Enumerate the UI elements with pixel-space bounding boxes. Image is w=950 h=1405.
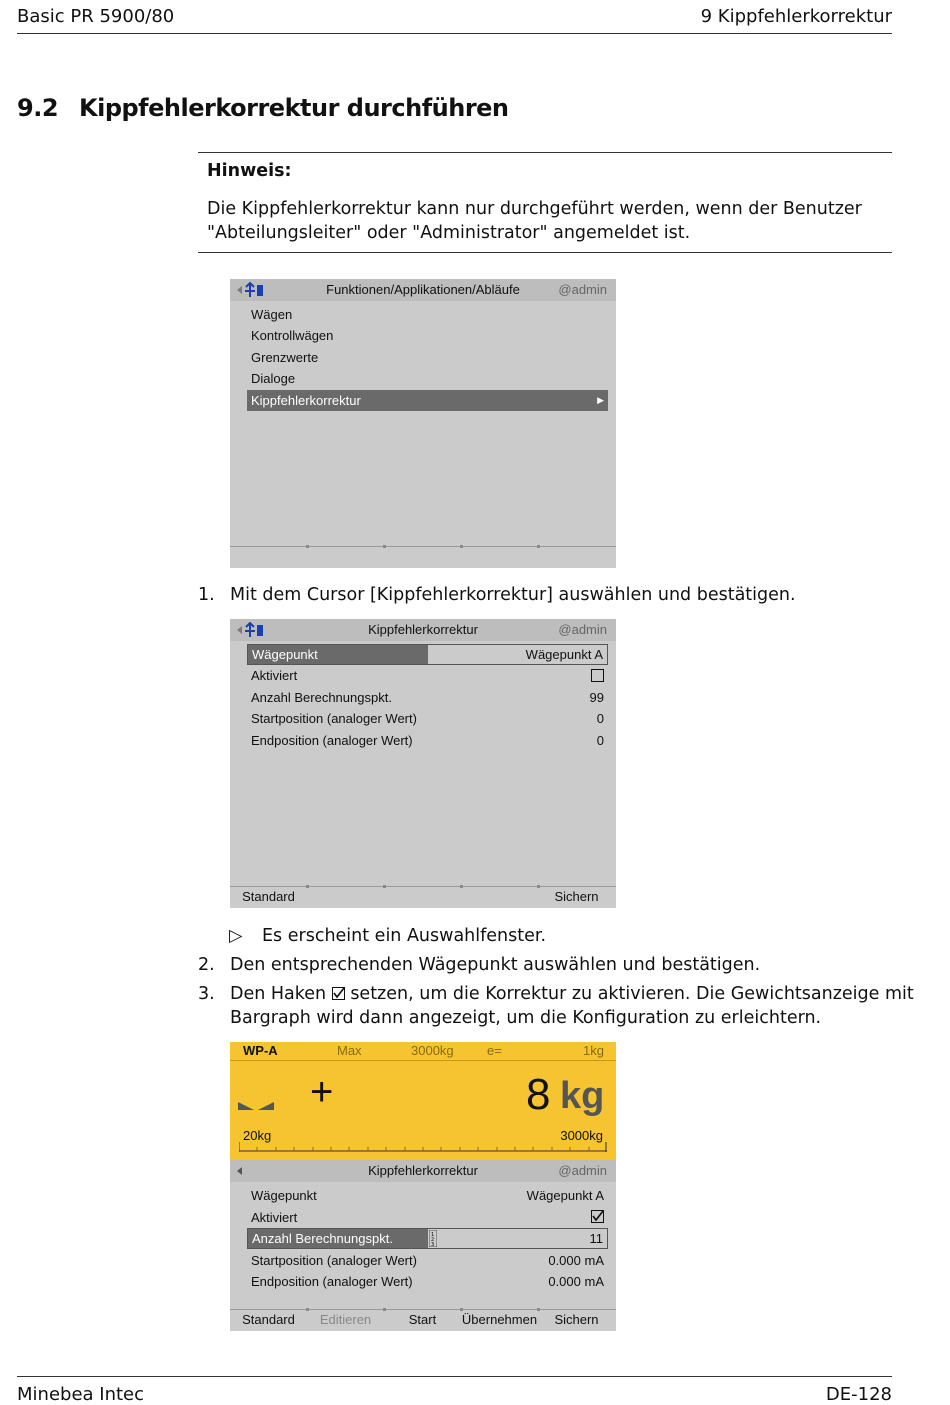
softkey-bar bbox=[230, 886, 616, 908]
step-2-text: Den entsprechenden Wägepunkt auswählen und bestätigen. bbox=[230, 955, 761, 975]
e-value: 1kg bbox=[583, 1043, 604, 1058]
anzahl-input-value: 11 bbox=[589, 1231, 603, 1246]
section-title: Kippfehlerkorrektur durchführen bbox=[79, 94, 509, 122]
step-3-number: 3. bbox=[198, 984, 215, 1004]
sign-indicator: + bbox=[310, 1070, 334, 1114]
note-heading: Hinweis: bbox=[207, 161, 292, 181]
setting-row-startposition[interactable]: Startposition (analoger Wert) 0 bbox=[251, 711, 604, 726]
screen-kippfehler-settings bbox=[230, 619, 616, 908]
setting-row-waegepunkt[interactable]: Wägepunkt Wägepunkt A bbox=[251, 1188, 604, 1203]
note-line-2: "Abteilungsleiter" oder "Administrator" angemeldet ist. bbox=[207, 223, 691, 243]
softkey-bar bbox=[230, 1309, 616, 1331]
setting-row-anzahl[interactable]: Anzahl Berechnungspkt. 1 2 3 11 bbox=[247, 1228, 608, 1249]
step-2-number: 2. bbox=[198, 955, 215, 975]
bargraph-min: 20kg bbox=[243, 1128, 272, 1143]
setting-row-endposition[interactable]: Endposition (analoger Wert) 0.000 mA bbox=[251, 1274, 604, 1289]
header-rule bbox=[17, 33, 892, 34]
section-number: 9.2 bbox=[17, 94, 59, 122]
screen-title: Funktionen/Applikationen/Abläufe bbox=[326, 282, 520, 297]
standstill-icon bbox=[238, 1100, 274, 1112]
weight-value: 8 bbox=[526, 1070, 551, 1119]
note-line-1: Die Kippfehlerkorrektur kann nur durchgeführt werden, wenn der Benutzer bbox=[207, 199, 862, 219]
page-number: DE-128 bbox=[825, 1384, 892, 1405]
softkey-2[interactable] bbox=[307, 886, 384, 908]
bargraph-scale bbox=[239, 1142, 607, 1153]
header-title: Basic PR 5900/80 bbox=[17, 6, 175, 27]
screen-title: Kippfehlerkorrektur bbox=[368, 622, 478, 637]
user-label: @admin bbox=[558, 1163, 607, 1178]
svg-text:2: 2 bbox=[431, 1237, 435, 1243]
weight-unit: kg bbox=[560, 1075, 605, 1117]
softkey-4[interactable] bbox=[461, 886, 538, 908]
setting-row-waegepunkt[interactable]: Wägepunkt Wägepunkt A bbox=[247, 644, 608, 665]
softkey-uebernehmen[interactable]: Übernehmen bbox=[461, 1312, 538, 1327]
numeric-input-icon bbox=[429, 1230, 437, 1247]
screen-weight-display bbox=[230, 1042, 616, 1331]
header-chapter: 9 Kippfehlerkorrektur bbox=[700, 6, 892, 27]
menu-item-kontrollwaegen[interactable]: Kontrollwägen bbox=[251, 328, 334, 343]
softkey-3[interactable] bbox=[384, 886, 461, 908]
setting-row-endposition[interactable]: Endposition (analoger Wert) 0 bbox=[251, 733, 604, 748]
note-top-rule bbox=[198, 152, 892, 153]
user-label: @admin bbox=[558, 282, 607, 297]
checkmark-box-icon bbox=[332, 987, 345, 1000]
setting-row-anzahl[interactable]: Anzahl Berechnungspkt. 99 bbox=[251, 690, 604, 705]
max-value: 3000kg bbox=[411, 1043, 454, 1058]
screen-title-bar bbox=[230, 279, 616, 301]
setting-row-startposition[interactable]: Startposition (analoger Wert) 0.000 mA bbox=[251, 1253, 604, 1268]
menu-item-dialoge[interactable]: Dialoge bbox=[251, 371, 296, 386]
user-label: @admin bbox=[558, 622, 607, 637]
step-1-text: Mit dem Cursor [Kippfehlerkorrektur] auswählen und bestätigen. bbox=[230, 585, 796, 605]
screen-functions-menu bbox=[230, 279, 616, 568]
result-text: Es erscheint ein Auswahlfenster. bbox=[262, 926, 547, 946]
softkey-bar bbox=[230, 546, 616, 568]
screen-title-bar bbox=[230, 1160, 616, 1182]
softkey-sichern[interactable]: Sichern bbox=[554, 1312, 599, 1327]
menu-item-kippfehlerkorrektur[interactable]: Kippfehlerkorrektur ▶ bbox=[247, 390, 608, 411]
softkey-standard[interactable]: Standard bbox=[242, 1312, 295, 1327]
setting-row-aktiviert[interactable]: Aktiviert bbox=[247, 665, 608, 686]
weighing-point-label: WP-A bbox=[243, 1043, 278, 1058]
step-3-line-2: Bargraph wird dann angezeigt, um die Konfiguration zu erleichtern. bbox=[230, 1008, 822, 1028]
weight-display-panel bbox=[230, 1042, 616, 1160]
note-bottom-rule bbox=[198, 252, 892, 253]
e-label: e= bbox=[487, 1043, 502, 1058]
softkey-standard[interactable]: Standard bbox=[242, 889, 295, 904]
menu-item-waegen[interactable]: Wägen bbox=[251, 307, 293, 322]
softkey-editieren[interactable]: Editieren bbox=[319, 1312, 372, 1327]
max-label: Max bbox=[337, 1043, 362, 1058]
screen-title-bar bbox=[230, 619, 616, 641]
screen-title: Kippfehlerkorrektur bbox=[368, 1163, 478, 1178]
softkey-sichern[interactable]: Sichern bbox=[554, 889, 599, 904]
step-3-text: Den Haken setzen, um die Korrektur zu aktivieren. Die Gewichtsanzeige mit bbox=[230, 984, 914, 1004]
aktiviert-checked-icon[interactable] bbox=[591, 1210, 604, 1223]
step-1-number: 1. bbox=[198, 585, 215, 605]
footer-company: Minebea Intec bbox=[17, 1384, 145, 1405]
svg-text:1: 1 bbox=[431, 1232, 435, 1238]
result-triangle-icon: ▷ bbox=[229, 926, 243, 946]
submenu-arrow-icon: ▶ bbox=[597, 395, 604, 405]
aktiviert-checkbox[interactable] bbox=[591, 669, 604, 682]
menu-item-grenzwerte[interactable]: Grenzwerte bbox=[251, 350, 319, 365]
bargraph-max: 3000kg bbox=[560, 1128, 603, 1143]
setting-row-aktiviert[interactable]: Aktiviert bbox=[247, 1207, 608, 1228]
footer-rule bbox=[17, 1376, 892, 1377]
softkey-start[interactable]: Start bbox=[408, 1312, 437, 1327]
svg-text:3: 3 bbox=[431, 1242, 435, 1247]
